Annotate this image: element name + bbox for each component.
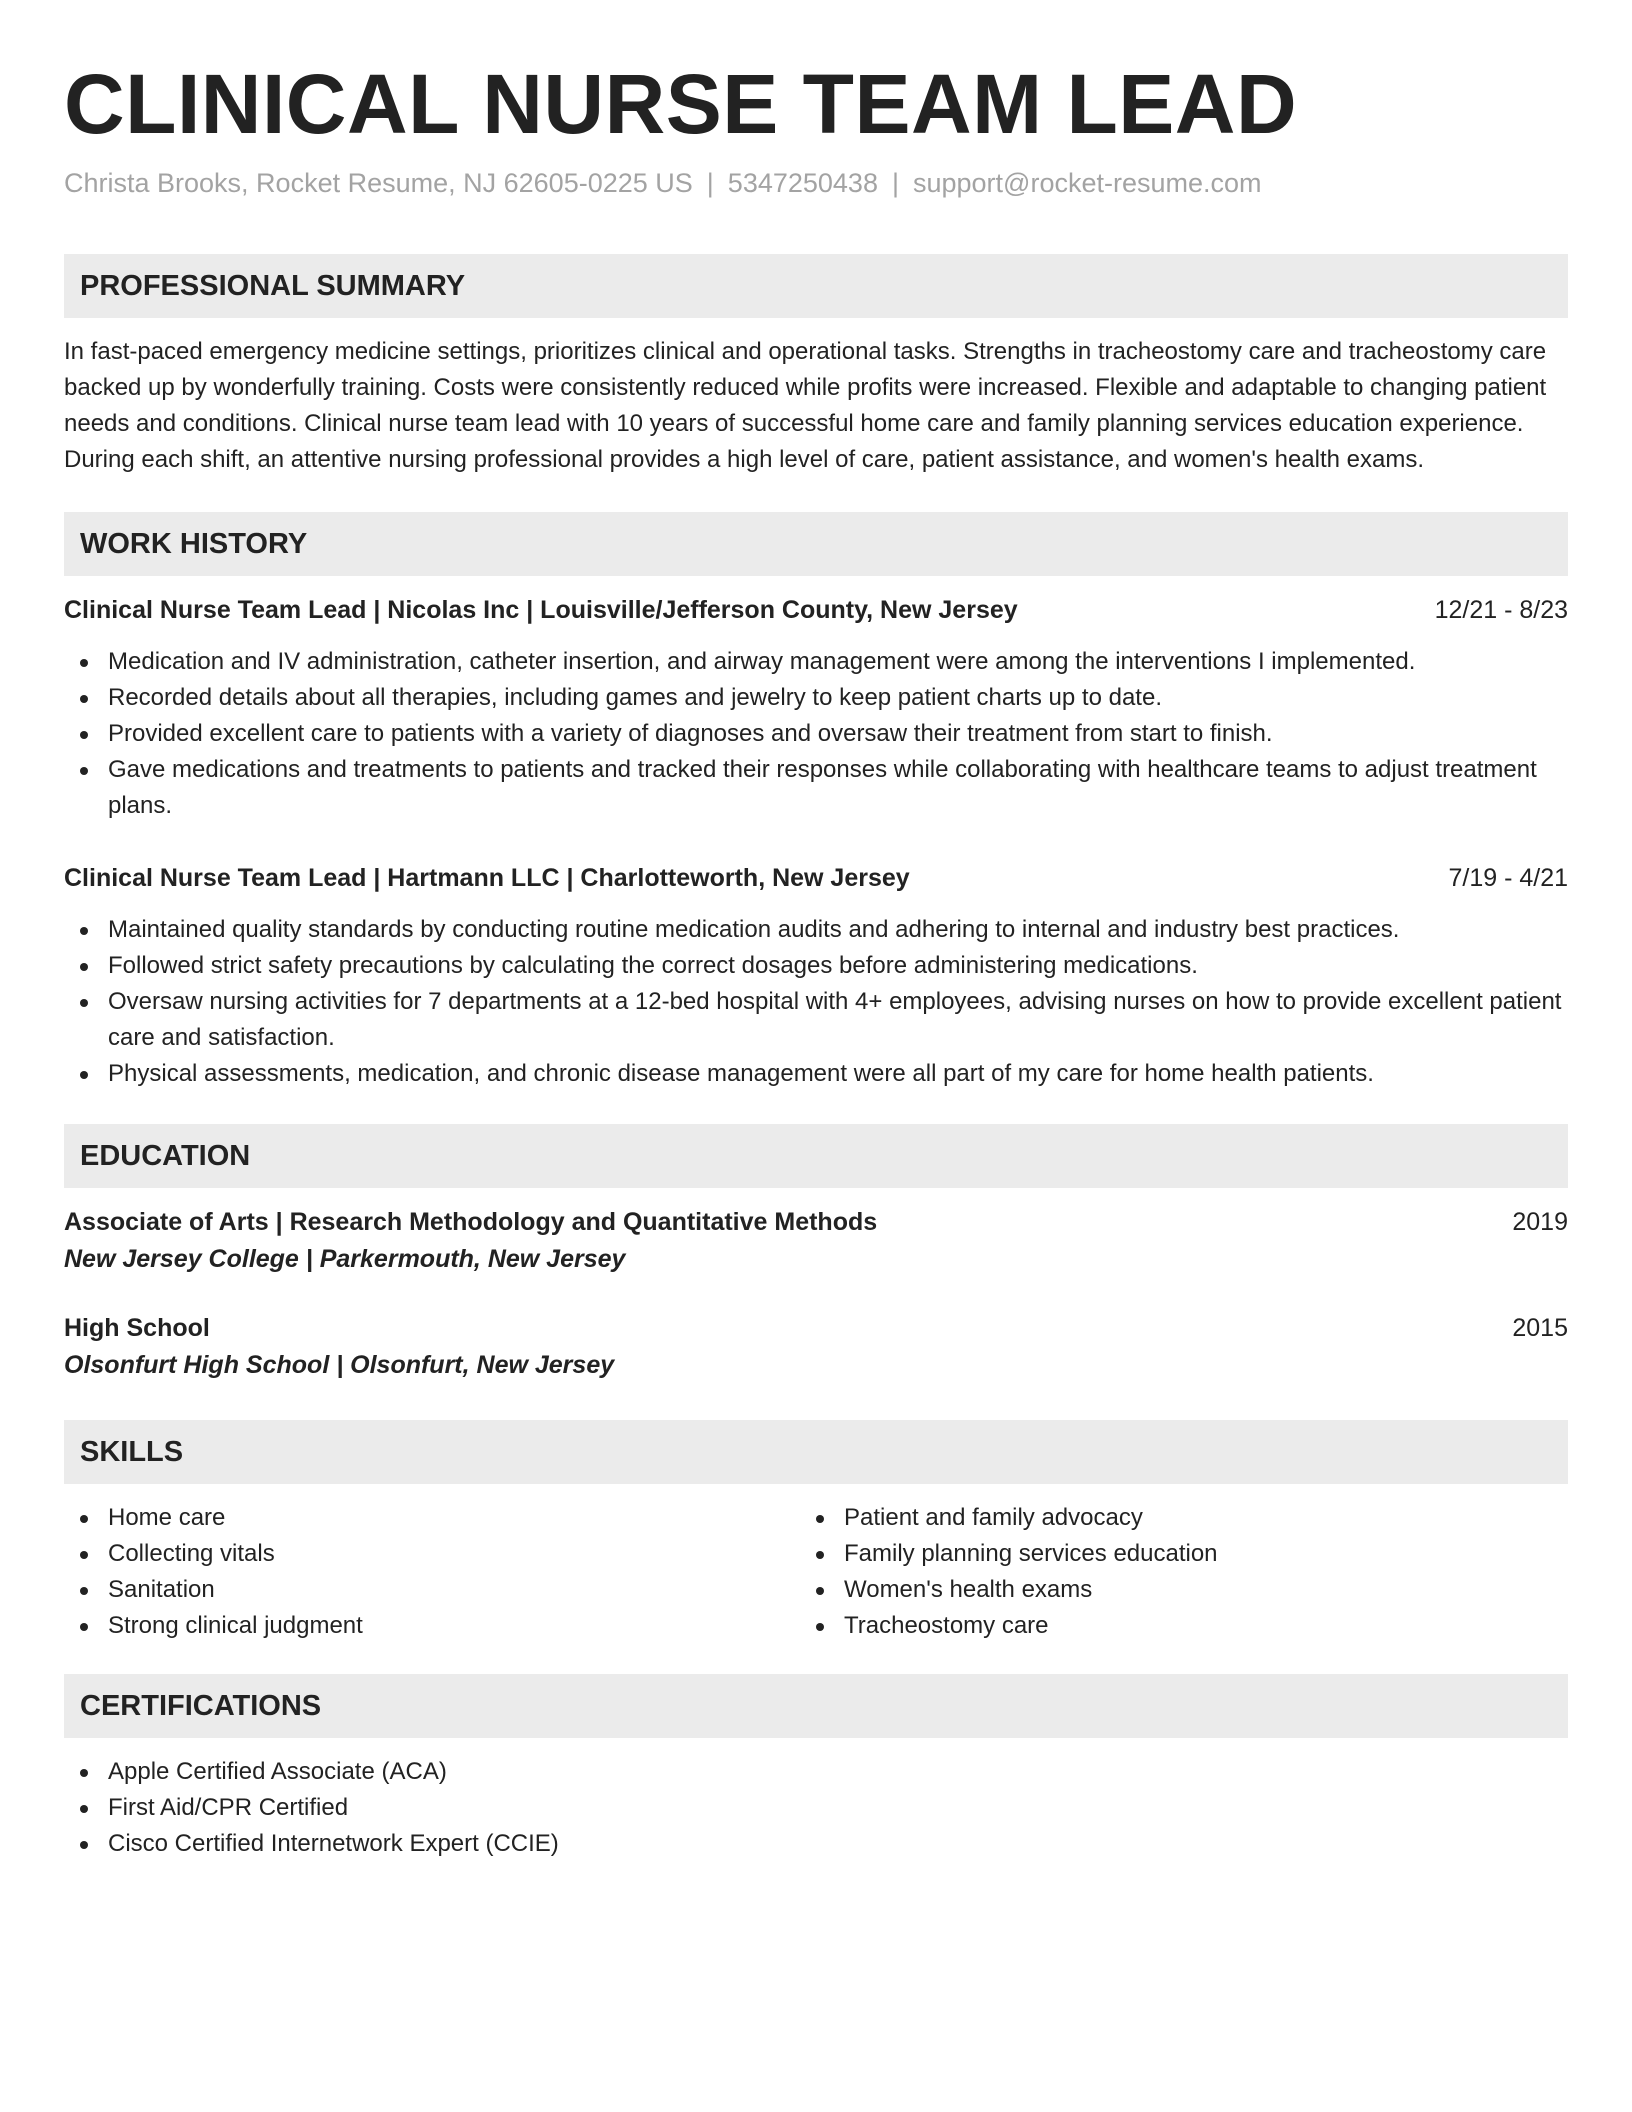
list-item: Patient and family advocacy <box>800 1500 1536 1536</box>
job-header <box>64 592 1568 628</box>
education-header <box>64 1204 1568 1240</box>
list-item: Oversaw nursing activities for 7 departments at a 12-bed hospital with 4+ employees, advising nurses on how to provide excellent patient care and satisfaction. <box>64 984 1568 1056</box>
page-title: CLINICAL NURSE TEAM LEAD <box>64 57 1298 151</box>
list-item: Followed strict safety precautions by calculating the correct dosages before administering medications. <box>64 948 1568 984</box>
list-item: Gave medications and treatments to patients and tracked their responses while collaborating with healthcare teams to adjust treatment plans. <box>64 752 1568 824</box>
job-entry <box>64 860 1568 1092</box>
list-item: Cisco Certified Internetwork Expert (CCIE) <box>64 1826 1568 1862</box>
section-heading-education: EDUCATION <box>64 1124 1568 1188</box>
education-header <box>64 1310 1568 1346</box>
list-item: Apple Certified Associate (ACA) <box>64 1754 1568 1790</box>
section-heading-summary: PROFESSIONAL SUMMARY <box>64 254 1568 318</box>
job-header <box>64 860 1568 896</box>
list-item: Home care <box>64 1500 800 1536</box>
list-item: Collecting vitals <box>64 1536 800 1572</box>
job-title: Clinical Nurse Team Lead | Hartmann LLC | Charlotteworth, New Jersey <box>64 864 910 892</box>
education-entry <box>64 1204 1568 1278</box>
skills-column-left <box>64 1500 800 1644</box>
job-bullets <box>64 912 1568 1092</box>
contact-phone: 5347250438 <box>727 168 878 198</box>
section-heading-work-history: WORK HISTORY <box>64 512 1568 576</box>
education-degree: Associate of Arts | Research Methodology and Quantitative Methods <box>64 1208 878 1236</box>
list-item: Sanitation <box>64 1572 800 1608</box>
list-item: Medication and IV administration, catheter insertion, and airway management were among the interventions I implemented. <box>64 644 1568 680</box>
skills-grid <box>64 1500 1568 1644</box>
list-item: Physical assessments, medication, and chronic disease management were all part of my care for home health patients. <box>64 1056 1568 1092</box>
job-title: Clinical Nurse Team Lead | Nicolas Inc | Louisville/Jefferson County, New Jersey <box>64 596 1018 624</box>
job-bullets <box>64 644 1568 824</box>
education-degree: High School <box>64 1314 210 1342</box>
contact-separator: | <box>891 168 899 198</box>
education-school: Olsonfurt High School | Olsonfurt, New Jersey <box>64 1351 615 1379</box>
job-entry <box>64 592 1568 824</box>
list-item: First Aid/CPR Certified <box>64 1790 1568 1826</box>
education-year: 2015 <box>1512 1314 1568 1342</box>
certifications-list <box>64 1754 1568 1862</box>
list-item: Maintained quality standards by conducting routine medication audits and adhering to internal and industry best practices. <box>64 912 1568 948</box>
list-item: Family planning services education <box>800 1536 1536 1572</box>
section-heading-skills: SKILLS <box>64 1420 1568 1484</box>
contact-email[interactable]: support@rocket-resume.com <box>912 168 1262 198</box>
job-dates: 12/21 - 8/23 <box>1434 596 1568 624</box>
contact-address: Christa Brooks, Rocket Resume, NJ 62605-0225 US <box>64 168 693 198</box>
contact-separator: | <box>706 168 714 198</box>
list-item: Strong clinical judgment <box>64 1608 800 1644</box>
list-item: Recorded details about all therapies, including games and jewelry to keep patient charts up to date. <box>64 680 1568 716</box>
education-school: New Jersey College | Parkermouth, New Jersey <box>64 1245 626 1273</box>
list-item: Women's health exams <box>800 1572 1536 1608</box>
skills-column-right <box>800 1500 1536 1644</box>
list-item: Provided excellent care to patients with a variety of diagnoses and oversaw their treatment from start to finish. <box>64 716 1568 752</box>
section-heading-certifications: CERTIFICATIONS <box>64 1674 1568 1738</box>
list-item: Tracheostomy care <box>800 1608 1536 1644</box>
contact-line <box>64 166 1568 200</box>
summary-text: In fast-paced emergency medicine settings, prioritizes clinical and operational tasks. Strengths in tracheostomy care and tracheostomy care backed up by wonderfully training. Costs were consistently reduced while profits were increased. Flexible and adaptable to changing patient needs and conditions. Clinical nurse team lead with 10 years of successful home care and family planning services education experience. During each shift, an attentive nursing professional provides a high level of care, patient assistance, and women's health exams. <box>64 338 1547 473</box>
education-year: 2019 <box>1512 1208 1568 1236</box>
job-dates: 7/19 - 4/21 <box>1448 864 1568 892</box>
education-entry <box>64 1310 1568 1384</box>
